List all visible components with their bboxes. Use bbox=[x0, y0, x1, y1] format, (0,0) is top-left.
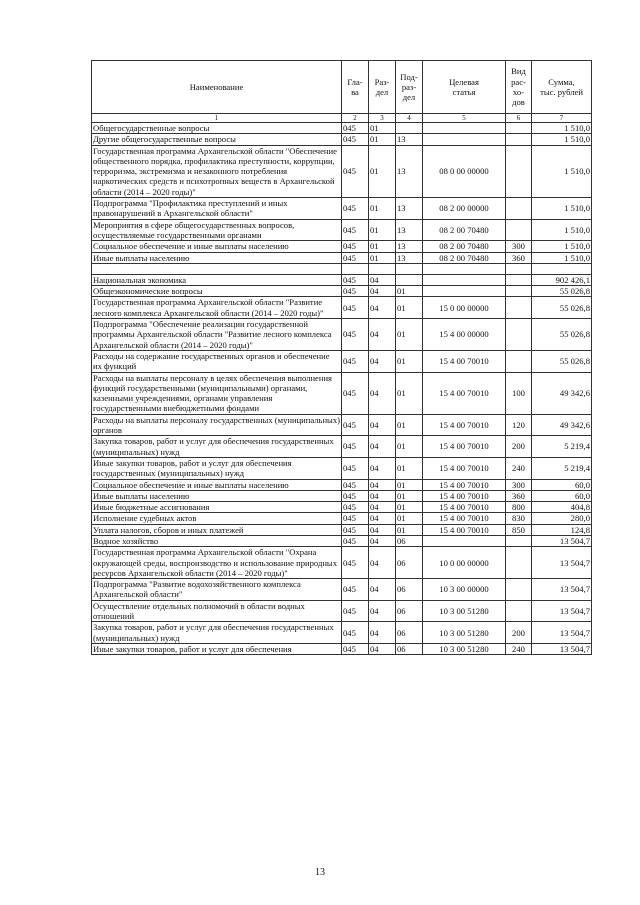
row-glava: 045 bbox=[342, 134, 369, 145]
row-glava: 045 bbox=[342, 579, 369, 601]
row-vid: 200 bbox=[506, 622, 532, 644]
row-glava: 045 bbox=[342, 643, 369, 654]
table-row bbox=[92, 350, 592, 372]
table-row bbox=[92, 297, 592, 319]
table-row bbox=[92, 513, 592, 524]
table-row bbox=[92, 524, 592, 535]
row-razdel: 01 bbox=[369, 198, 396, 220]
row-razdel: 01 bbox=[369, 241, 396, 252]
row-razdel: 01 bbox=[369, 123, 396, 134]
row-sum: 1 510,0 bbox=[532, 123, 592, 134]
row-podrazdel: 13 bbox=[396, 145, 423, 197]
row-target: 15 4 00 00000 bbox=[423, 319, 506, 351]
table-row bbox=[92, 252, 592, 263]
table-row bbox=[92, 490, 592, 501]
row-sum: 1 510,0 bbox=[532, 219, 592, 241]
row-name: Уплата налогов, сборов и иных платежей bbox=[92, 524, 342, 535]
header-podrazdel: Под- раз- дел bbox=[396, 61, 423, 114]
row-podrazdel: 01 bbox=[396, 297, 423, 319]
row-target: 08 0 00 00000 bbox=[423, 145, 506, 197]
row-target: 15 4 00 70010 bbox=[423, 372, 506, 414]
row-vid: 800 bbox=[506, 502, 532, 513]
row-vid bbox=[506, 145, 532, 197]
row-target: 08 2 00 00000 bbox=[423, 198, 506, 220]
row-sum: 55 026,8 bbox=[532, 319, 592, 351]
row-name: Подпрограмма "Развитие водохозяйственного комплекса Архангельской области" bbox=[92, 579, 342, 601]
row-glava: 045 bbox=[342, 535, 369, 546]
row-target: 08 2 00 70480 bbox=[423, 241, 506, 252]
row-name: Иные выплаты населению bbox=[92, 490, 342, 501]
row-glava: 045 bbox=[342, 252, 369, 263]
row-glava: 045 bbox=[342, 350, 369, 372]
row-sum: 1 510,0 bbox=[532, 198, 592, 220]
row-glava: 045 bbox=[342, 414, 369, 436]
row-target: 08 2 00 70480 bbox=[423, 219, 506, 241]
row-sum: 5 219,4 bbox=[532, 436, 592, 458]
page-number: 13 bbox=[315, 867, 325, 878]
row-glava: 045 bbox=[342, 219, 369, 241]
table-row bbox=[92, 535, 592, 546]
row-razdel: 04 bbox=[369, 622, 396, 644]
row-sum: 13 504,7 bbox=[532, 622, 592, 644]
row-target: 10 3 00 00000 bbox=[423, 579, 506, 601]
table-row bbox=[92, 145, 592, 197]
row-razdel: 04 bbox=[369, 414, 396, 436]
row-target: 15 0 00 00000 bbox=[423, 297, 506, 319]
row-target bbox=[423, 263, 506, 274]
row-glava: 045 bbox=[342, 457, 369, 479]
row-vid: 830 bbox=[506, 513, 532, 524]
row-target bbox=[423, 123, 506, 134]
row-glava: 045 bbox=[342, 622, 369, 644]
row-glava: 045 bbox=[342, 524, 369, 535]
row-glava: 045 bbox=[342, 123, 369, 134]
table-row bbox=[92, 457, 592, 479]
row-sum: 60,0 bbox=[532, 479, 592, 490]
table-row bbox=[92, 134, 592, 145]
row-name: Государственная программа Архангельской области "Развитие лесного комплекса Архангельской области (2014 – 2020 годы)" bbox=[92, 297, 342, 319]
row-razdel: 04 bbox=[369, 490, 396, 501]
row-sum: 55 026,8 bbox=[532, 297, 592, 319]
row-razdel: 04 bbox=[369, 535, 396, 546]
row-vid: 300 bbox=[506, 479, 532, 490]
row-glava: 045 bbox=[342, 436, 369, 458]
row-glava: 045 bbox=[342, 513, 369, 524]
row-sum: 13 504,7 bbox=[532, 600, 592, 622]
row-podrazdel: 01 bbox=[396, 457, 423, 479]
row-glava: 045 bbox=[342, 502, 369, 513]
row-podrazdel: 01 bbox=[396, 319, 423, 351]
row-target bbox=[423, 286, 506, 297]
header-vid: Вид рас- хо- дов bbox=[506, 61, 532, 114]
row-vid bbox=[506, 219, 532, 241]
row-glava: 045 bbox=[342, 372, 369, 414]
row-podrazdel: 01 bbox=[396, 414, 423, 436]
row-vid bbox=[506, 297, 532, 319]
header-glava: Гла- ва bbox=[342, 61, 369, 114]
row-target: 10 3 00 51280 bbox=[423, 643, 506, 654]
row-vid bbox=[506, 274, 532, 285]
row-glava: 045 bbox=[342, 319, 369, 351]
row-razdel: 04 bbox=[369, 372, 396, 414]
row-vid: 850 bbox=[506, 524, 532, 535]
row-podrazdel: 13 bbox=[396, 252, 423, 263]
table-row bbox=[92, 479, 592, 490]
row-razdel: 04 bbox=[369, 600, 396, 622]
row-name: Иные выплаты населению bbox=[92, 252, 342, 263]
row-target: 15 4 00 70010 bbox=[423, 436, 506, 458]
row-sum: 280,0 bbox=[532, 513, 592, 524]
row-podrazdel: 06 bbox=[396, 643, 423, 654]
row-razdel: 04 bbox=[369, 436, 396, 458]
row-podrazdel: 01 bbox=[396, 350, 423, 372]
row-razdel: 04 bbox=[369, 513, 396, 524]
row-podrazdel: 01 bbox=[396, 502, 423, 513]
row-glava: 045 bbox=[342, 286, 369, 297]
table-row bbox=[92, 372, 592, 414]
row-target: 15 4 00 70010 bbox=[423, 490, 506, 501]
col-number: 4 bbox=[396, 114, 423, 123]
table-body bbox=[92, 123, 592, 655]
row-podrazdel bbox=[396, 123, 423, 134]
row-sum: 5 219,4 bbox=[532, 457, 592, 479]
col-number: 2 bbox=[342, 114, 369, 123]
row-podrazdel: 13 bbox=[396, 241, 423, 252]
row-name: Иные закупки товаров, работ и услуг для обеспечения государственных (муниципальных) нужд bbox=[92, 457, 342, 479]
row-razdel: 01 bbox=[369, 134, 396, 145]
row-vid bbox=[506, 535, 532, 546]
table-row bbox=[92, 219, 592, 241]
row-vid bbox=[506, 547, 532, 579]
row-name: Водное хозяйство bbox=[92, 535, 342, 546]
row-sum bbox=[532, 263, 592, 274]
header-row bbox=[92, 61, 592, 114]
row-target bbox=[423, 274, 506, 285]
row-podrazdel: 01 bbox=[396, 513, 423, 524]
row-name: Социальное обеспечение и иные выплаты населению bbox=[92, 479, 342, 490]
row-podrazdel: 13 bbox=[396, 198, 423, 220]
col-number: 7 bbox=[532, 114, 592, 123]
row-vid: 360 bbox=[506, 252, 532, 263]
row-podrazdel: 01 bbox=[396, 286, 423, 297]
row-podrazdel: 01 bbox=[396, 436, 423, 458]
row-name: Осуществление отдельных полномочий в области водных отношений bbox=[92, 600, 342, 622]
row-sum: 49 342,6 bbox=[532, 372, 592, 414]
row-vid bbox=[506, 579, 532, 601]
row-sum: 55 026,8 bbox=[532, 350, 592, 372]
row-podrazdel bbox=[396, 274, 423, 285]
table-row bbox=[92, 286, 592, 297]
row-name: Общеэкономические вопросы bbox=[92, 286, 342, 297]
row-glava: 045 bbox=[342, 490, 369, 501]
row-glava bbox=[342, 263, 369, 274]
row-target: 10 3 00 51280 bbox=[423, 622, 506, 644]
row-sum: 60,0 bbox=[532, 490, 592, 501]
row-name: Другие общегосударственные вопросы bbox=[92, 134, 342, 145]
row-sum: 55 026,8 bbox=[532, 286, 592, 297]
row-vid bbox=[506, 350, 532, 372]
header-sum: Сумма, тыс. рублей bbox=[532, 61, 592, 114]
budget-table bbox=[91, 60, 592, 655]
row-vid: 100 bbox=[506, 372, 532, 414]
row-vid bbox=[506, 263, 532, 274]
row-razdel: 04 bbox=[369, 524, 396, 535]
row-vid: 240 bbox=[506, 457, 532, 479]
row-name: Национальная экономика bbox=[92, 274, 342, 285]
row-target: 10 3 00 51280 bbox=[423, 600, 506, 622]
row-sum: 13 504,7 bbox=[532, 643, 592, 654]
row-name: Закупка товаров, работ и услуг для обеспечения государственных (муниципальных) нужд bbox=[92, 436, 342, 458]
table-row bbox=[92, 600, 592, 622]
row-glava: 045 bbox=[342, 547, 369, 579]
row-podrazdel: 01 bbox=[396, 479, 423, 490]
row-vid bbox=[506, 600, 532, 622]
row-name: Мероприятия в сфере общегосударственных вопросов, осуществляемые государственными органами bbox=[92, 219, 342, 241]
row-sum: 13 504,7 bbox=[532, 579, 592, 601]
row-vid bbox=[506, 319, 532, 351]
row-podrazdel: 06 bbox=[396, 600, 423, 622]
row-razdel: 01 bbox=[369, 145, 396, 197]
table-row bbox=[92, 123, 592, 134]
row-podrazdel bbox=[396, 263, 423, 274]
row-target: 15 4 00 70010 bbox=[423, 457, 506, 479]
row-target bbox=[423, 134, 506, 145]
row-podrazdel: 06 bbox=[396, 535, 423, 546]
row-podrazdel: 13 bbox=[396, 219, 423, 241]
table-row bbox=[92, 622, 592, 644]
table-row bbox=[92, 274, 592, 285]
row-sum: 13 504,7 bbox=[532, 547, 592, 579]
row-name: Закупка товаров, работ и услуг для обеспечения государственных (муниципальных) нужд bbox=[92, 622, 342, 644]
table-row bbox=[92, 643, 592, 654]
row-glava: 045 bbox=[342, 241, 369, 252]
row-podrazdel: 06 bbox=[396, 547, 423, 579]
row-target: 15 4 00 70010 bbox=[423, 479, 506, 490]
row-name: Расходы на выплаты персоналу в целях обеспечения выполнения функций государственными (муниципальными) органами, казенными учреждениями, органами управления государственными внебюджетными фондами bbox=[92, 372, 342, 414]
row-sum: 404,8 bbox=[532, 502, 592, 513]
row-razdel: 01 bbox=[369, 219, 396, 241]
row-name: Расходы на выплаты персоналу государственных (муниципальных) органов bbox=[93, 414, 340, 436]
row-razdel: 04 bbox=[369, 457, 396, 479]
column-number-row bbox=[92, 114, 592, 123]
row-sum: 1 510,0 bbox=[532, 145, 592, 197]
table-row bbox=[92, 241, 592, 252]
table-row bbox=[92, 414, 592, 436]
row-name: Иные закупки товаров, работ и услуг для обеспечения bbox=[92, 643, 342, 654]
row-vid: 300 bbox=[506, 241, 532, 252]
col-number: 5 bbox=[423, 114, 506, 123]
row-name bbox=[92, 263, 342, 274]
header-name: Наименование bbox=[92, 61, 342, 114]
row-glava: 045 bbox=[342, 297, 369, 319]
row-podrazdel: 13 bbox=[396, 134, 423, 145]
row-razdel: 04 bbox=[369, 286, 396, 297]
row-name: Социальное обеспечение и иные выплаты населению bbox=[92, 241, 342, 252]
row-vid bbox=[506, 134, 532, 145]
table-row bbox=[92, 198, 592, 220]
row-razdel: 04 bbox=[369, 350, 396, 372]
table-row bbox=[92, 263, 592, 274]
row-target: 15 4 00 70010 bbox=[423, 502, 506, 513]
row-vid bbox=[506, 123, 532, 134]
row-glava: 045 bbox=[342, 145, 369, 197]
col-number: 6 bbox=[506, 114, 532, 123]
row-podrazdel: 01 bbox=[396, 490, 423, 501]
header-target: Целевая статья bbox=[423, 61, 506, 114]
row-name: Подпрограмма "Обеспечение реализации государственной программы Архангельской области "Развитие лесного комплекса Архангельской области (2014 – 2020 годы)" bbox=[92, 319, 342, 351]
row-razdel: 04 bbox=[369, 274, 396, 285]
col-number: 1 bbox=[92, 114, 342, 123]
row-vid bbox=[506, 286, 532, 297]
row-vid: 120 bbox=[506, 414, 532, 436]
row-sum: 1 510,0 bbox=[532, 252, 592, 263]
row-vid: 360 bbox=[506, 490, 532, 501]
row-razdel: 04 bbox=[369, 547, 396, 579]
row-razdel: 04 bbox=[369, 643, 396, 654]
row-target bbox=[423, 535, 506, 546]
row-name: Государственная программа Архангельской области "Обеспечение общественного порядка, профилактика преступности, коррупции, терроризма, экстремизма и незаконного потребления наркотических средств и психотропных веществ в Архангельской области (2014 – 2020 годы)" bbox=[92, 145, 342, 197]
table-row bbox=[92, 319, 592, 351]
row-name: Подпрограмма "Профилактика преступлений и иных правонарушений в Архангельской области" bbox=[92, 198, 342, 220]
table-row bbox=[92, 547, 592, 579]
row-name: Государственная программа Архангельской области "Охрана окружающей среды, воспроизводство и использование природных ресурсов Архангельской области (2014 – 2020 годы)" bbox=[92, 547, 342, 579]
table-row bbox=[92, 579, 592, 601]
row-name: Исполнение судебных актов bbox=[92, 513, 342, 524]
row-sum: 902 426,1 bbox=[532, 274, 592, 285]
row-vid: 200 bbox=[506, 436, 532, 458]
row-glava: 045 bbox=[342, 600, 369, 622]
row-razdel bbox=[369, 263, 396, 274]
row-target: 10 0 00 00000 bbox=[423, 547, 506, 579]
row-target: 15 4 00 70010 bbox=[423, 414, 506, 436]
row-sum: 13 504,7 bbox=[532, 535, 592, 546]
row-glava: 045 bbox=[342, 274, 369, 285]
row-vid bbox=[506, 198, 532, 220]
col-number: 3 bbox=[369, 114, 396, 123]
row-razdel: 04 bbox=[369, 479, 396, 490]
row-sum: 124,8 bbox=[532, 524, 592, 535]
row-target: 15 4 00 70010 bbox=[423, 350, 506, 372]
row-sum: 49 342,6 bbox=[532, 414, 592, 436]
table-row bbox=[92, 436, 592, 458]
row-name: Общегосударственные вопросы bbox=[92, 123, 342, 134]
header-razdel: Раз- дел bbox=[369, 61, 396, 114]
row-target: 08 2 00 70480 bbox=[423, 252, 506, 263]
row-podrazdel: 01 bbox=[396, 372, 423, 414]
row-razdel: 01 bbox=[369, 252, 396, 263]
row-target: 15 4 00 70010 bbox=[423, 513, 506, 524]
row-podrazdel: 01 bbox=[396, 524, 423, 535]
row-name: Иные бюджетные ассигнования bbox=[92, 502, 342, 513]
row-name: Расходы на содержание государственных органов и обеспечение их функций bbox=[92, 350, 342, 372]
row-podrazdel: 06 bbox=[396, 579, 423, 601]
row-razdel: 04 bbox=[369, 319, 396, 351]
row-target: 15 4 00 70010 bbox=[423, 524, 506, 535]
row-vid: 240 bbox=[506, 643, 532, 654]
row-razdel: 04 bbox=[369, 579, 396, 601]
table-row bbox=[92, 502, 592, 513]
row-razdel: 04 bbox=[369, 502, 396, 513]
row-sum: 1 510,0 bbox=[532, 241, 592, 252]
row-razdel: 04 bbox=[369, 297, 396, 319]
row-podrazdel: 06 bbox=[396, 622, 423, 644]
row-glava: 045 bbox=[342, 198, 369, 220]
row-sum: 1 510,0 bbox=[532, 134, 592, 145]
row-glava: 045 bbox=[342, 479, 369, 490]
